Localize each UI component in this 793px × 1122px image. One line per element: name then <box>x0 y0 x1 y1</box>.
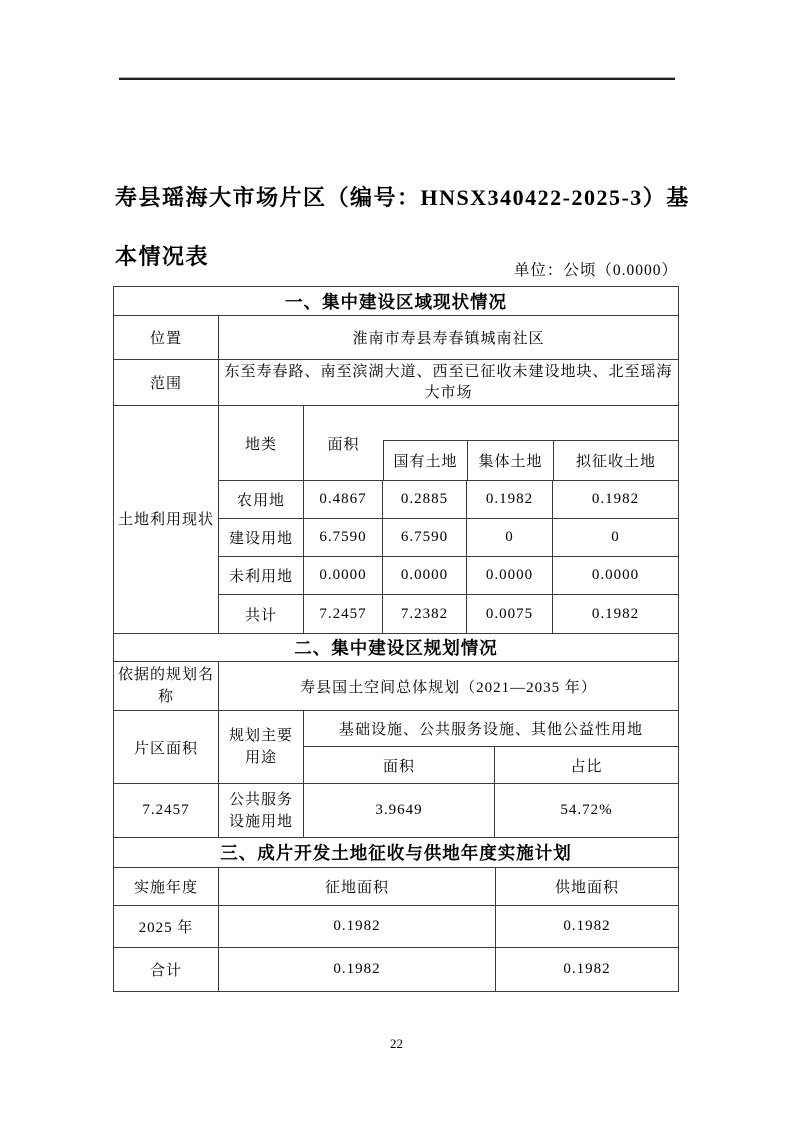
landuse-row-agricultural <box>219 481 678 519</box>
col-year-header: 实施年度 <box>114 868 219 905</box>
location-value: 淮南市寿县寿春镇城南社区 <box>352 331 545 347</box>
subheader-to-be-expropriated-land: 拟征收土地 <box>575 454 656 470</box>
basic-info-table <box>113 286 679 992</box>
use-area-value: 3.9649 <box>304 784 495 837</box>
landuse-label: 土地利用现状 <box>114 406 219 633</box>
landuse-row-construction <box>219 519 678 557</box>
landuse-area-expropriated: 0.0000 <box>591 567 640 583</box>
landuse-area-header: 面积 <box>327 436 360 453</box>
section2-data-row <box>114 784 678 838</box>
col-supply-header: 供地面积 <box>554 880 619 896</box>
landuse-area-total: 0.4867 <box>304 481 383 518</box>
landuse-area-total: 0.0000 <box>304 557 383 594</box>
section2-subheaders <box>304 747 678 783</box>
landuse-area-collective: 0.0000 <box>467 557 553 594</box>
subheader-collective-land: 集体土地 <box>468 441 554 480</box>
use-category: 基础设施、公共服务设施、其他公益性用地 <box>304 711 678 747</box>
landuse-grid <box>219 406 678 633</box>
landuse-type: 农用地 <box>219 481 304 518</box>
section2-header-block <box>114 711 678 784</box>
section2-heading-row <box>114 634 678 662</box>
page-number: 22 <box>390 1036 403 1051</box>
section2-right <box>304 711 678 783</box>
section3-row-2025 <box>114 906 678 948</box>
landuse-area-state: 0.2885 <box>383 481 467 518</box>
landuse-area-collective: 0.0075 <box>467 595 553 633</box>
year-value: 2025 年 <box>114 906 219 947</box>
share-value: 54.72% <box>560 802 613 818</box>
header-rule <box>119 77 675 80</box>
landuse-type: 共计 <box>219 595 304 633</box>
use-value: 公共服务设施用地 <box>219 784 304 837</box>
col-requisition-header: 征地面积 <box>219 868 496 905</box>
landuse-area-expropriated: 0.1982 <box>591 491 640 507</box>
section2-heading: 二、集中建设区规划情况 <box>294 638 498 658</box>
landuse-type-header: 地类 <box>219 406 304 480</box>
landuse-area-total: 6.7590 <box>304 519 383 556</box>
landuse-area-state: 0.0000 <box>383 557 467 594</box>
plan-name-row <box>114 662 678 711</box>
landuse-area-collective: 0.1982 <box>467 481 553 518</box>
supply-value: 0.1982 <box>563 961 611 977</box>
scope-row <box>114 360 678 406</box>
unit-note: 单位：公顷（0.0000） <box>513 262 678 279</box>
landuse-header <box>219 406 678 481</box>
landuse-row-unused <box>219 557 678 595</box>
plan-name-value: 寿县国土空间总体规划（2021—2035 年） <box>300 679 597 696</box>
location-label: 位置 <box>114 316 219 359</box>
landuse-subheaders <box>383 440 678 480</box>
landuse-row-total <box>219 595 678 633</box>
landuse-area-state: 6.7590 <box>383 519 467 556</box>
main-use-label: 规划主要用途 <box>219 711 304 783</box>
section1-heading-row <box>114 287 678 316</box>
section1-heading: 一、集中建设区域现状情况 <box>285 291 507 312</box>
supply-value: 0.1982 <box>563 918 611 934</box>
landuse-area-total: 7.2457 <box>304 595 383 633</box>
landuse-area-collective: 0 <box>467 519 553 556</box>
scope-label: 范围 <box>114 360 219 405</box>
district-area-label: 片区面积 <box>114 711 219 783</box>
landuse-block <box>114 406 678 634</box>
doc-title: 寿县瑶海大市场片区（编号：HNSX340422-2025-3）基本情况表 <box>115 185 690 269</box>
landuse-area-expropriated: 0 <box>611 529 620 545</box>
landuse-type: 建设用地 <box>219 519 304 556</box>
section3-row-total <box>114 948 678 991</box>
landuse-area-composite <box>304 406 678 480</box>
landuse-type: 未利用地 <box>219 557 304 594</box>
landuse-area-state: 7.2382 <box>383 595 467 633</box>
scope-value: 东至寿春路、南至滨湖大道、西至已征收未建设地块、北至瑶海大市场 <box>224 363 673 401</box>
col-area-header: 面积 <box>304 747 495 783</box>
requisition-value: 0.1982 <box>219 948 496 991</box>
section3-heading-row <box>114 838 678 868</box>
location-row <box>114 316 678 360</box>
plan-name-label: 依据的规划名称 <box>114 662 219 710</box>
year-value: 合计 <box>114 948 219 991</box>
subheader-state-land: 国有土地 <box>384 441 468 480</box>
section3-header-row <box>114 868 678 906</box>
landuse-area-expropriated: 0.1982 <box>591 605 640 622</box>
district-area-value: 7.2457 <box>114 784 219 837</box>
col-share-header: 占比 <box>570 758 603 775</box>
requisition-value: 0.1982 <box>219 906 496 947</box>
section3-heading: 三、成片开发土地征收与供地年度实施计划 <box>220 843 572 863</box>
